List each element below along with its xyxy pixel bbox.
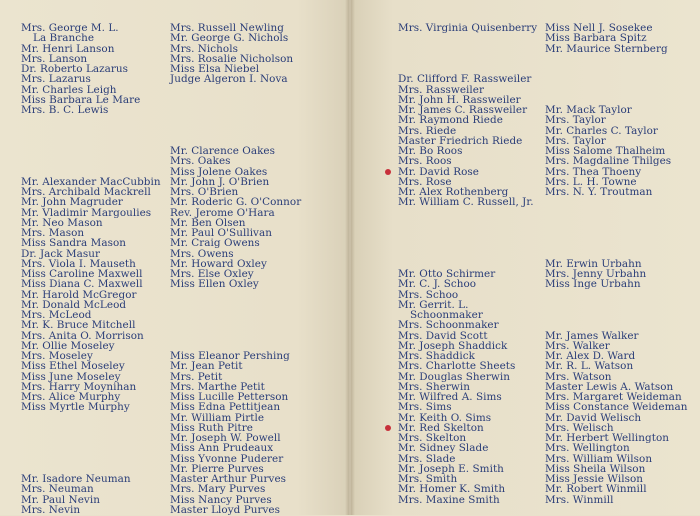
name-entry: Mr. John Magruder bbox=[21, 196, 123, 209]
name-entry: Mrs. N. Y. Troutman bbox=[545, 186, 653, 198]
name-entry: Mrs. Archibald Mackrell bbox=[21, 186, 151, 198]
spacer bbox=[398, 249, 537, 259]
spacer bbox=[21, 146, 161, 156]
name-entry: Miss Nell J. Sosekee bbox=[545, 22, 653, 34]
spacer bbox=[545, 300, 688, 310]
name-entry: Mr. Gerrit. L. bbox=[398, 298, 469, 311]
spacer bbox=[545, 238, 688, 248]
red-marker-dot bbox=[385, 169, 391, 175]
name-entry: Mrs. Jenny Urbahn bbox=[545, 268, 647, 280]
name-entry: Master Friedrich Riede bbox=[398, 134, 523, 147]
name-entry: Miss Jessie Wilson bbox=[545, 473, 644, 485]
name-entry: Mrs. B. C. Lewis bbox=[21, 104, 109, 116]
name-entry: Mr. Ollie Moseley bbox=[21, 339, 115, 352]
spacer bbox=[398, 54, 537, 64]
spacer bbox=[21, 443, 161, 453]
name-entry: Miss Lucille Petterson bbox=[170, 391, 289, 403]
spacer bbox=[545, 310, 688, 320]
name-entry: Mr. George G. Nichols bbox=[170, 32, 289, 45]
name-entry: Dr. Roberto Lazarus bbox=[21, 63, 129, 75]
name-entry: Mrs. Skelton bbox=[398, 432, 467, 444]
name-entry: Mrs. Welisch bbox=[545, 421, 614, 434]
name-entry: Mr. John H. Rassweiler bbox=[398, 93, 521, 106]
name-entry: Mrs. Marthe Petit bbox=[170, 380, 265, 393]
spacer bbox=[21, 156, 161, 166]
name-entry: Mrs. Wellington bbox=[545, 442, 630, 455]
name-entry: Mrs. Winmill bbox=[545, 493, 614, 506]
name-entry: Mrs. Neuman bbox=[21, 483, 94, 496]
name-entry: Master Arthur Purves bbox=[170, 473, 287, 485]
name-entry: Schoonmaker bbox=[410, 309, 483, 321]
spacer bbox=[21, 115, 161, 125]
spacer bbox=[170, 95, 301, 105]
spacer bbox=[398, 33, 537, 43]
name-entry: Mrs. Roos bbox=[398, 155, 452, 168]
right-page-column-1 bbox=[398, 23, 537, 505]
name-entry: Mrs. Riede bbox=[398, 124, 457, 137]
spacer bbox=[170, 310, 301, 320]
name-entry: Mrs. Maxine Smith bbox=[398, 493, 500, 506]
name-entry: Mrs. Mason bbox=[21, 227, 85, 239]
name-entry: Rev. Jerome O'Hara bbox=[170, 206, 275, 219]
name-entry: Mr. Alex D. Ward bbox=[545, 350, 636, 362]
name-entry: Miss Ethel Moseley bbox=[21, 360, 125, 373]
spacer bbox=[398, 218, 537, 228]
name-entry: Mr. Sidney Slade bbox=[398, 442, 489, 455]
name-entry: Mr. Paul O'Sullivan bbox=[170, 227, 272, 239]
name-entry: Mr. Clarence Oakes bbox=[170, 145, 276, 157]
name-entry: Mrs. O'Brien bbox=[170, 186, 239, 198]
spacer bbox=[545, 74, 688, 84]
name-entry: Mr. Isadore Neuman bbox=[21, 473, 131, 485]
name-entry: Miss Jolene Oakes bbox=[170, 165, 268, 178]
name-entry: Mrs. Rose bbox=[398, 175, 452, 188]
spacer bbox=[170, 290, 301, 300]
name-entry: Miss Salome Thalheim bbox=[545, 145, 666, 157]
name-entry: Mrs. Sims bbox=[398, 401, 452, 414]
name-entry: Mr. Pierre Purves bbox=[170, 462, 264, 475]
name-entry: Mr. K. Bruce Mitchell bbox=[21, 319, 136, 332]
name-entry: Mrs. Rosalie Nicholson bbox=[170, 52, 294, 65]
name-entry: Mrs. Lanson bbox=[21, 52, 88, 65]
name-entry: Master Lewis A. Watson bbox=[545, 380, 674, 393]
name-entry: Mr. C. J. Schoo bbox=[398, 278, 477, 291]
name-entry: Dr. Clifford F. Rassweiler bbox=[398, 73, 532, 86]
name-entry: Mr. Donald McLeod bbox=[21, 298, 127, 311]
name-entry: Judge Algeron I. Nova bbox=[170, 73, 288, 86]
name-entry: Mr. Raymond Riede bbox=[398, 114, 503, 127]
spacer bbox=[170, 115, 301, 125]
spacer bbox=[21, 454, 161, 464]
right-page-column-2 bbox=[545, 23, 688, 505]
spacer bbox=[398, 208, 537, 218]
name-entry: Mrs. Anita O. Morrison bbox=[21, 329, 144, 342]
name-entry: Mr. Harold McGregor bbox=[21, 288, 137, 301]
name-entry: Mrs. Russell Newling bbox=[170, 22, 284, 34]
name-entry: Mrs. Else Oxley bbox=[170, 268, 254, 280]
name-entry: Mrs. David Scott bbox=[398, 329, 488, 342]
name-entry: Mr. Howard Oxley bbox=[170, 257, 267, 270]
name-entry: Miss Ellen Oxley bbox=[170, 278, 259, 291]
name-entry: Mr. Neo Mason bbox=[21, 216, 103, 229]
name-entry: Miss Edna Pettitjean bbox=[170, 401, 281, 414]
name-entry: Mr. Robert Winmill bbox=[545, 483, 647, 496]
book-gutter bbox=[345, 0, 355, 515]
spacer bbox=[545, 290, 688, 300]
spacer bbox=[398, 228, 537, 238]
name-entry: Mrs. Lazarus bbox=[21, 73, 91, 86]
spacer bbox=[545, 228, 688, 238]
name-entry: Mrs. Taylor bbox=[545, 134, 606, 147]
spacer bbox=[170, 85, 301, 95]
name-entry: Miss June Moseley bbox=[21, 370, 121, 383]
name-entry: Mrs. Smith bbox=[398, 473, 458, 485]
spacer bbox=[170, 126, 301, 136]
spacer bbox=[21, 413, 161, 423]
spacer bbox=[545, 85, 688, 95]
spacer bbox=[170, 320, 301, 330]
name-entry: Mr. Keith O. Sims bbox=[398, 411, 492, 424]
name-entry: Mrs. Nevin bbox=[21, 503, 81, 516]
name-entry: Mrs. McLeod bbox=[21, 309, 92, 321]
name-entry: Miss Sandra Mason bbox=[21, 237, 127, 250]
left-page-column-2 bbox=[170, 23, 301, 515]
name-entry: Mrs. Oakes bbox=[170, 155, 231, 168]
name-entry: Miss Diana C. Maxwell bbox=[21, 278, 143, 291]
name-entry: Mrs. Margaret Weideman bbox=[545, 391, 682, 403]
name-entry: Mr. Henri Lanson bbox=[21, 42, 115, 55]
spacer bbox=[545, 64, 688, 74]
spacer bbox=[545, 197, 688, 207]
name-entry: Mr. William Pirtle bbox=[170, 411, 265, 424]
spacer bbox=[21, 136, 161, 146]
name-entry: Mrs. Charlotte Sheets bbox=[398, 360, 516, 373]
name-entry: Mr. Douglas Sherwin bbox=[398, 370, 510, 383]
name-entry: Miss Constance Weideman bbox=[545, 401, 688, 414]
name-entry: Mr. William C. Russell, Jr. bbox=[398, 196, 534, 209]
spacer bbox=[545, 320, 688, 330]
name-entry: Mr. Alexander MacCubbin bbox=[21, 175, 161, 188]
left-page-column-1 bbox=[21, 23, 161, 515]
name-entry: Miss Yvonne Puderer bbox=[170, 452, 284, 465]
name-entry: Mr. Herbert Wellington bbox=[545, 432, 670, 444]
name-entry: Mrs. Petit bbox=[170, 370, 223, 383]
name-entry: Mr. Erwin Urbahn bbox=[545, 257, 642, 270]
name-entry: Mr. Charles C. Taylor bbox=[545, 124, 658, 137]
name-entry: Mrs. Viola I. Mauseth bbox=[21, 257, 136, 270]
name-entry: Mrs. Schoo bbox=[398, 288, 459, 301]
name-entry: Mr. R. L. Watson bbox=[545, 360, 634, 373]
name-entry: Miss Myrtle Murphy bbox=[21, 401, 130, 414]
name-entry: Mrs. L. H. Towne bbox=[545, 175, 637, 188]
name-entry: Mrs. Schoonmaker bbox=[398, 319, 499, 332]
name-entry: Mr. Roderic G. O'Connor bbox=[170, 196, 302, 209]
name-entry: Mr. Paul Nevin bbox=[21, 493, 100, 506]
name-entry: Miss Sheila Wilson bbox=[545, 462, 646, 475]
name-entry: Miss Inge Urbahn bbox=[545, 278, 641, 291]
red-marker-dot bbox=[385, 425, 391, 431]
name-entry: Mrs. Slade bbox=[398, 452, 456, 465]
name-entry: Miss Barbara Spitz bbox=[545, 32, 647, 45]
spacer bbox=[398, 238, 537, 248]
name-entry: Mr. Homer K. Smith bbox=[398, 483, 506, 496]
name-entry: Mr. Charles Leigh bbox=[21, 83, 117, 96]
name-entry: Mr. Bo Roos bbox=[398, 145, 463, 157]
name-entry: Mrs. Nichols bbox=[170, 42, 238, 55]
name-entry: Mr. Otto Schirmer bbox=[398, 268, 496, 280]
name-entry: Mrs. George M. L. bbox=[21, 22, 119, 34]
name-entry: Mr. Mack Taylor bbox=[545, 104, 632, 116]
spacer bbox=[21, 433, 161, 443]
name-entry: Mrs. Virginia Quisenberry bbox=[398, 22, 538, 34]
name-entry: Mr. James Walker bbox=[545, 329, 639, 342]
name-entry: Miss Nancy Purves bbox=[170, 493, 272, 506]
name-entry: Mrs. Mary Purves bbox=[170, 483, 266, 496]
name-entry: Mrs. Moseley bbox=[21, 350, 93, 362]
name-entry: Miss Ruth Pitre bbox=[170, 421, 253, 434]
name-entry: Mrs. Thea Thoeny bbox=[545, 165, 642, 178]
name-entry: Mr. Craig Owens bbox=[170, 237, 260, 250]
name-entry: Mr. Red Skelton bbox=[398, 421, 484, 434]
name-entry: Mrs. Rassweiler bbox=[398, 83, 485, 96]
name-entry: Mr. Joseph E. Smith bbox=[398, 462, 504, 475]
spacer bbox=[170, 331, 301, 341]
name-entry: Mrs. Harry Moynihan bbox=[21, 380, 137, 393]
name-entry: Mrs. Watson bbox=[545, 370, 612, 383]
spacer bbox=[545, 54, 688, 64]
spacer bbox=[21, 126, 161, 136]
name-entry: Miss Barbara Le Mare bbox=[21, 93, 141, 106]
spacer bbox=[170, 300, 301, 310]
name-entry: Mr. Joseph Shaddick bbox=[398, 339, 508, 352]
name-entry: Miss Caroline Maxwell bbox=[21, 268, 143, 280]
name-entry: Mr. Joseph W. Powell bbox=[170, 432, 281, 444]
name-entry: Mr. Maurice Sternberg bbox=[545, 42, 668, 55]
name-entry: Mrs. Magdaline Thilges bbox=[545, 155, 672, 168]
spacer bbox=[398, 44, 537, 54]
spacer bbox=[545, 208, 688, 218]
name-entry: Miss Ann Prudeaux bbox=[170, 442, 274, 455]
name-entry: Mr. James C. Rassweiler bbox=[398, 104, 528, 116]
name-entry: Mr. John J. O'Brien bbox=[170, 175, 270, 188]
name-entry: Mr. Alex Rothenberg bbox=[398, 186, 509, 198]
name-entry: Mr. David Rose bbox=[398, 165, 480, 178]
spacer bbox=[170, 105, 301, 115]
name-entry: La Branche bbox=[33, 32, 95, 45]
name-entry: Mr. Vladimir Margoulies bbox=[21, 206, 152, 219]
name-entry: Dr. Jack Masur bbox=[21, 247, 101, 260]
name-entry: Mr. Wilfred A. Sims bbox=[398, 391, 502, 403]
name-entry: Mrs. Taylor bbox=[545, 114, 606, 127]
name-entry: Mr. David Welisch bbox=[545, 411, 642, 424]
name-entry: Mrs. Alice Murphy bbox=[21, 391, 121, 403]
name-entry: Miss Eleanor Pershing bbox=[170, 350, 290, 362]
name-entry: Mrs. Sherwin bbox=[398, 380, 470, 393]
name-entry: Mrs. William Wilson bbox=[545, 452, 653, 465]
name-entry: Mrs. Shaddick bbox=[398, 350, 475, 362]
name-entry: Mrs. Owens bbox=[170, 247, 234, 260]
spacer bbox=[21, 423, 161, 433]
name-entry: Mrs. Walker bbox=[545, 339, 610, 352]
name-entry: Master Lloyd Purves bbox=[170, 503, 281, 516]
name-entry: Mr. Jean Petit bbox=[170, 360, 243, 373]
name-entry: Mr. Ben Olsen bbox=[170, 216, 246, 229]
spacer bbox=[545, 218, 688, 228]
name-entry: Miss Elsa Niebel bbox=[170, 63, 260, 75]
